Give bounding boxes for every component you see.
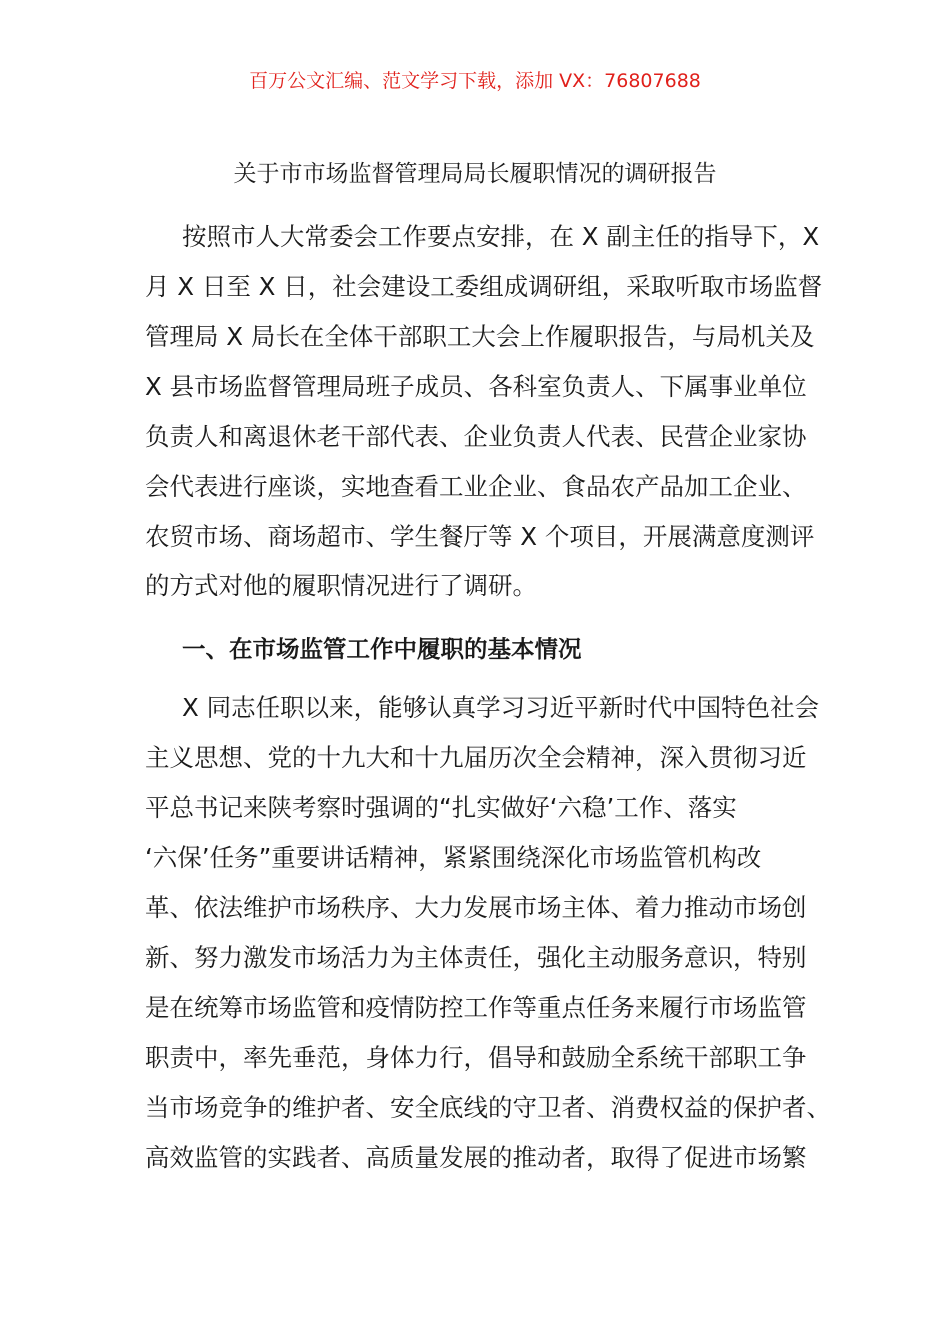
section-heading: 一、在市场监管工作中履职的基本情况 (182, 635, 582, 663)
paragraph-1-line: 的方式对他的履职情况进行了调研。 (145, 571, 537, 600)
paragraph-1-line: 管理局 X 局长在全体干部职工大会上作履职报告，与局机关及 (145, 322, 815, 351)
paragraph-1-line: 会代表进行座谈，实地查看工业企业、食品农产品加工企业、 (145, 472, 807, 501)
paragraph-2-line: 高效监管的实践者、高质量发展的推动者，取得了促进市场繁 (145, 1143, 807, 1172)
paragraph-2-line: 当市场竞争的维护者、安全底线的守卫者、消费权益的保护者、 (145, 1093, 831, 1122)
paragraph-2-line: 职责中，率先垂范，身体力行，倡导和鼓励全系统干部职工争 (145, 1043, 807, 1072)
paragraph-1-line: X 县市场监督管理局班子成员、各科室负责人、下属事业单位 (145, 372, 807, 401)
paragraph-1-line: 按照市人大常委会工作要点安排，在 X 副主任的指导下，X (182, 222, 820, 251)
paragraph-2-line: 是在统筹市场监管和疫情防控工作等重点任务来履行市场监管 (145, 993, 807, 1022)
paragraph-2-line: X 同志任职以来，能够认真学习习近平新时代中国特色社会 (182, 693, 820, 722)
paragraph-1-line: 负责人和离退休老干部代表、企业负责人代表、民营企业家协 (145, 422, 807, 451)
paragraph-2-line: 革、依法维护市场秩序、大力发展市场主体、着力推动市场创 (145, 893, 807, 922)
paragraph-2-line: 主义思想、党的十九大和十九届历次全会精神，深入贯彻习近 (145, 743, 807, 772)
paragraph-1-line: 农贸市场、商场超市、学生餐厅等 X 个项目，开展满意度测评 (145, 522, 815, 551)
paragraph-1-line: 月 X 日至 X 日，社会建设工委组成调研组，采取听取市场监督 (145, 272, 823, 301)
paragraph-2-line: ‘六保’任务”重要讲话精神，紧紧围绕深化市场监管机构改 (145, 843, 762, 872)
header-banner: 百万公文汇编、范文学习下载，添加 VX：76807688 (249, 70, 701, 92)
paragraph-2-line: 平总书记来陕考察时强调的“扎实做好‘六稳’工作、落实 (145, 793, 737, 822)
paragraph-2-line: 新、努力激发市场活力为主体责任，强化主动服务意识，特别 (145, 943, 807, 972)
document-title: 关于市市场监督管理局局长履职情况的调研报告 (233, 161, 717, 187)
